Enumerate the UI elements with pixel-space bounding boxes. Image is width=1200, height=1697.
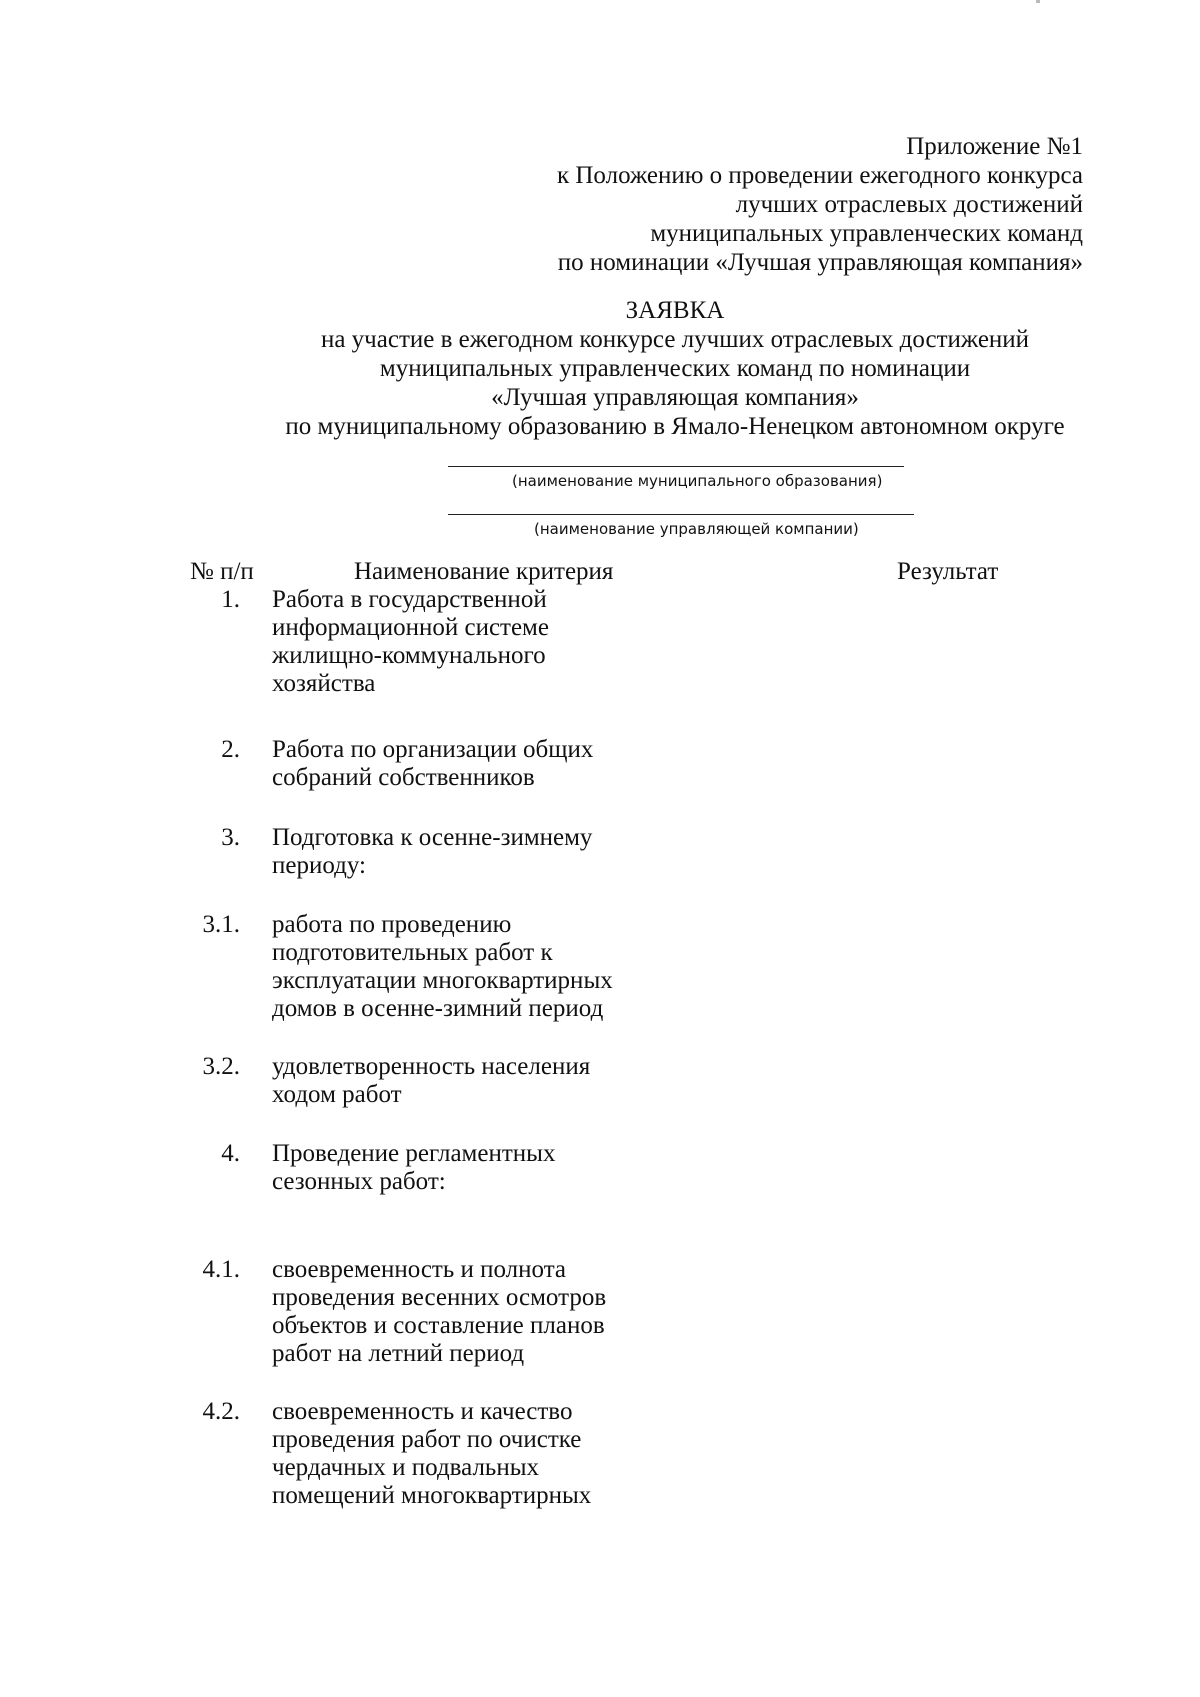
criterion-name: Работа в государственной информационной системе жилищно-коммунального хозяйства <box>272 586 549 697</box>
criterion-name: удовлетворенность населения ходом работ <box>272 1053 591 1108</box>
row-number: 4.1. <box>202 1256 240 1283</box>
application-heading <box>0 296 1200 441</box>
criterion-name: своевременность и качество проведения работ по очистке чердачных и подвальных помещений многоквартирных <box>272 1398 592 1509</box>
row-number: 4.2. <box>202 1398 240 1425</box>
column-header-number: № п/п <box>190 558 254 585</box>
criterion-name: Проведение регламентных сезонных работ: <box>272 1140 556 1195</box>
column-header-criterion: Наименование критерия <box>354 558 614 585</box>
criterion-name: работа по проведению подготовительных работ к эксплуатации многоквартирных домов в осенне-зимний период <box>272 911 613 1022</box>
company-fill-line <box>448 514 914 515</box>
municipality-fill-line <box>448 466 904 467</box>
appendix-line: лучших отраслевых достижений <box>735 191 1083 218</box>
criterion-name: Подготовка к осенне-зимнему периоду: <box>272 824 593 879</box>
heading-line: муниципальных управленческих команд по номинации <box>379 355 971 382</box>
heading-line: «Лучшая управляющая компания» <box>491 384 859 411</box>
document-title: ЗАЯВКА <box>625 297 725 324</box>
municipality-caption: (наименование муниципального образования) <box>512 472 883 490</box>
row-number: 3. <box>221 824 240 851</box>
row-number: 3.1. <box>202 911 240 938</box>
criterion-name: Работа по организации общих собраний собственников <box>272 736 594 791</box>
appendix-line: Приложение №1 <box>906 133 1083 160</box>
row-number: 3.2. <box>202 1053 240 1080</box>
appendix-line: по номинации «Лучшая управляющая компания» <box>557 249 1083 276</box>
column-header-result: Результат <box>897 558 999 585</box>
row-number: 1. <box>221 586 240 613</box>
appendix-header <box>557 132 1083 277</box>
criterion-name: своевременность и полнота проведения весенних осмотров объектов и составление планов работ на летний период <box>272 1256 607 1367</box>
appendix-line: к Положению о проведении ежегодного конкурса <box>556 162 1083 189</box>
appendix-line: муниципальных управленческих команд <box>650 220 1083 247</box>
heading-line: на участие в ежегодном конкурсе лучших отраслевых достижений <box>320 326 1030 353</box>
heading-line: по муниципальному образованию в Ямало-Ненецком автономном округе <box>285 413 1065 440</box>
row-number: 4. <box>221 1140 240 1167</box>
row-number: 2. <box>221 736 240 763</box>
scan-artifact <box>1036 0 1040 3</box>
company-caption: (наименование управляющей компании) <box>534 520 859 538</box>
